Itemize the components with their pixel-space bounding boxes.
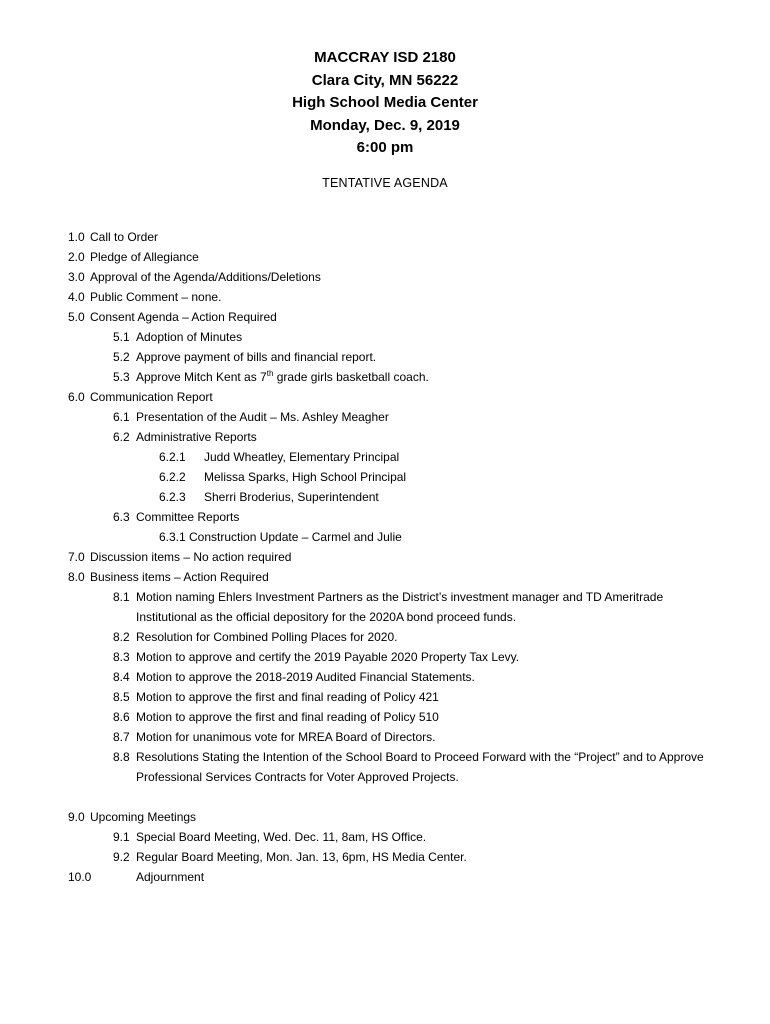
- item-text: Resolutions Stating the Intention of the School Board to Proceed Forward with the “Project” and to Approve Professional Services Contracts for Voter Approved Projects.: [136, 750, 704, 784]
- item-text: Construction Update – Carmel and Julie: [189, 530, 402, 544]
- agenda-subsubitem: [0, 467, 770, 487]
- agenda-subitem: [0, 507, 770, 527]
- item-text: Sherri Broderius, Superintendent: [204, 490, 379, 504]
- agenda-subitem: [0, 847, 770, 867]
- item-number: 6.2.1: [159, 450, 186, 464]
- agenda-item: [0, 867, 770, 887]
- agenda-subitem: [0, 647, 770, 667]
- item-number: 5.1: [113, 330, 130, 344]
- item-text-part: Approve Mitch Kent as 7: [136, 370, 267, 384]
- agenda-item: [0, 567, 770, 587]
- item-text: Resolution for Combined Polling Places for 2020.: [136, 630, 398, 644]
- agenda-item: [0, 247, 770, 267]
- item-number: 6.3: [113, 510, 130, 524]
- agenda-subitem: [0, 347, 770, 367]
- item-number: 6.1: [113, 410, 130, 424]
- item-text: Consent Agenda – Action Required: [90, 310, 277, 324]
- item-number: 10.0: [68, 870, 92, 884]
- agenda-subitem: [0, 727, 770, 747]
- agenda-item: [0, 547, 770, 567]
- agenda-list: [0, 227, 770, 887]
- item-text: Communication Report: [90, 390, 213, 404]
- item-text: Motion to approve the 2018-2019 Audited Financial Statements.: [136, 670, 475, 684]
- item-text: Motion to approve the first and final reading of Policy 421: [136, 690, 439, 704]
- item-number: 8.6: [113, 710, 130, 724]
- item-text: Adjournment: [136, 870, 205, 884]
- item-number: 8.7: [113, 730, 130, 744]
- item-text: Melissa Sparks, High School Principal: [204, 470, 407, 484]
- item-number: 9.0: [68, 810, 85, 824]
- item-text: Motion to approve the first and final reading of Policy 510: [136, 710, 439, 724]
- item-number: 5.0: [68, 310, 85, 324]
- item-number: 7.0: [68, 550, 85, 564]
- item-text-part: grade girls basketball coach.: [273, 370, 429, 384]
- item-text: Committee Reports: [136, 510, 240, 524]
- item-number: 2.0: [68, 250, 85, 264]
- item-text: Pledge of Allegiance: [90, 250, 199, 264]
- agenda-item: [0, 807, 770, 827]
- item-text: Approval of the Agenda/Additions/Deletions: [90, 270, 321, 284]
- document-header: [0, 47, 770, 160]
- item-number: 8.0: [68, 570, 85, 584]
- agenda-subsubitem: [0, 487, 770, 507]
- agenda-subitem: [0, 667, 770, 687]
- item-text: Presentation of the Audit – Ms. Ashley Meagher: [136, 410, 389, 424]
- agenda-subsubitem: [0, 447, 770, 467]
- item-number: 8.3: [113, 650, 130, 664]
- item-text: [136, 367, 429, 387]
- item-text: Motion to approve and certify the 2019 Payable 2020 Property Tax Levy.: [136, 650, 520, 664]
- agenda-title: TENTATIVE AGENDA: [322, 176, 448, 190]
- item-number: 8.8: [113, 750, 130, 764]
- agenda-subitem: [0, 427, 770, 447]
- item-number: 8.2: [113, 630, 130, 644]
- agenda-subitem: [0, 327, 770, 347]
- item-text: Business items – Action Required: [90, 570, 269, 584]
- district-city: Clara City, MN 56222: [311, 71, 459, 89]
- item-number: 4.0: [68, 290, 85, 304]
- item-number: 1.0: [68, 230, 85, 244]
- item-text: Judd Wheatley, Elementary Principal: [204, 450, 400, 464]
- item-number: 6.2.2: [159, 470, 186, 484]
- agenda-item: [0, 267, 770, 287]
- agenda-item: [0, 227, 770, 247]
- item-text: Adoption of Minutes: [136, 330, 243, 344]
- agenda-item: [0, 307, 770, 327]
- agenda-subitem: [0, 747, 770, 787]
- meeting-location: High School Media Center: [292, 94, 478, 111]
- agenda-subitem: [0, 367, 770, 387]
- item-number: 8.1: [113, 590, 130, 604]
- item-number: 6.2: [113, 430, 130, 444]
- item-text: Administrative Reports: [136, 430, 257, 444]
- agenda-subitem: [0, 627, 770, 647]
- item-text: Call to Order: [90, 230, 159, 244]
- item-number: 9.1: [113, 830, 130, 844]
- item-number: 6.0: [68, 390, 85, 404]
- item-number: 9.2: [113, 850, 130, 864]
- agenda-subitem: [0, 827, 770, 847]
- item-text: Discussion items – No action required: [90, 550, 292, 564]
- agenda-subitem: [0, 707, 770, 727]
- item-text: Special Board Meeting, Wed. Dec. 11, 8am, HS Office.: [136, 830, 427, 844]
- item-text: Upcoming Meetings: [90, 810, 197, 824]
- item-text: Approve payment of bills and financial report.: [136, 350, 377, 364]
- item-text: Regular Board Meeting, Mon. Jan. 13, 6pm, HS Media Center.: [136, 850, 467, 864]
- item-number: 8.4: [113, 670, 130, 684]
- agenda-item: [0, 287, 770, 307]
- item-number: 6.3.1: [159, 530, 186, 544]
- meeting-time: 6:00 pm: [356, 139, 414, 156]
- item-number: 6.2.3: [159, 490, 186, 504]
- agenda-subitem: [0, 407, 770, 427]
- agenda-subsubitem: [0, 527, 770, 547]
- item-text: Public Comment – none.: [90, 290, 222, 304]
- agenda-subitem: [0, 587, 770, 627]
- agenda-item: [0, 387, 770, 407]
- item-number: 5.3: [113, 370, 130, 384]
- item-number: 3.0: [68, 270, 85, 284]
- district-name: MACCRAY ISD 2180: [314, 49, 456, 66]
- ordinal-suffix: th: [266, 369, 274, 378]
- item-number: 8.5: [113, 690, 130, 704]
- agenda-subitem: [0, 687, 770, 707]
- item-number: 5.2: [113, 350, 130, 364]
- meeting-date: Monday, Dec. 9, 2019: [310, 116, 460, 134]
- item-text: Motion naming Ehlers Investment Partners as the District’s investment manager and TD Ameritrade Institutional as the official depository for the 2020A bond proceed funds.: [136, 590, 664, 624]
- item-text: Motion for unanimous vote for MREA Board of Directors.: [136, 730, 436, 744]
